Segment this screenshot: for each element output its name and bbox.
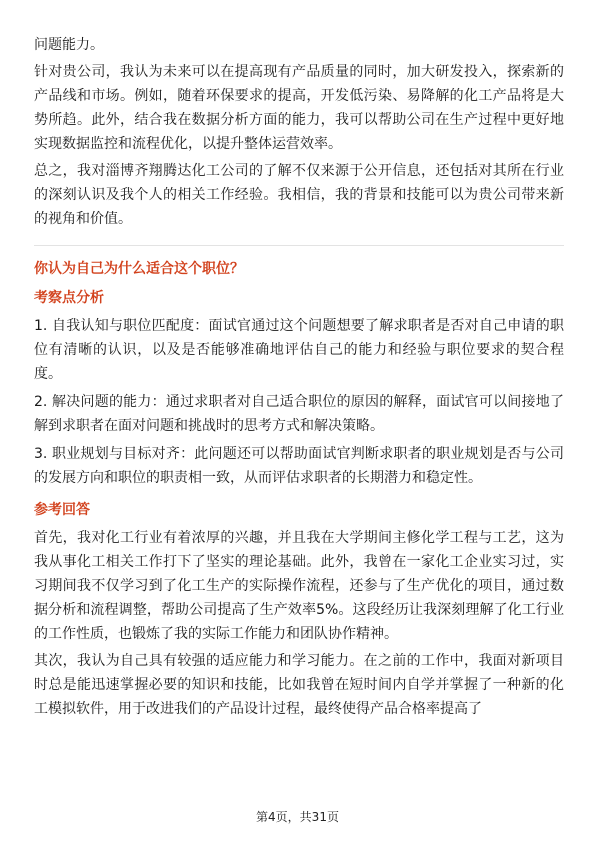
analysis-item: 2. 解决问题的能力：通过求职者对自己适合职位的原因的解释，面试官可以间接地了解到求职者在面对问题和挑战时的思考方式和解决策略。 — [34, 394, 564, 434]
analysis-item: 3. 职业规划与目标对齐：此问题还可以帮助面试官判断求职者的职业规划是否与公司的发展方向和职位的职责相一致，从而评估求职者的长期潜力和稳定性。 — [34, 446, 564, 486]
section-divider — [34, 245, 564, 246]
paragraph-company-suggestion: 针对贵公司，我认为未来可以在提高现有产品质量的同时，加大研发投入，探索新的产品线和市场。例如，随着环保要求的提高，开发低污染、易降解的化工产品将是大势所趋。此外，结合我在数据分析方面的能力，我可以帮助公司在生产过程中更好地实现数据监控和流程优化，以提升整体运营效率。 — [34, 64, 564, 152]
paragraph-summary: 总之，我对淄博齐翔腾达化工公司的了解不仅来源于公开信息，还包括对其所在行业的深刻认识及我个人的相关工作经验。我相信，我的背景和技能可以为贵公司带来新的视角和价值。 — [34, 163, 564, 227]
analysis-item: 1. 自我认知与职位匹配度：面试官通过这个问题想要了解求职者是否对自己申请的职位有清晰的认识，以及是否能够准确地评估自己的能力和经验与职位要求的契合程度。 — [34, 318, 564, 382]
analysis-heading: 考察点分析 — [34, 290, 104, 306]
paragraph-continuation: 问题能力。 — [34, 37, 104, 53]
document-page — [34, 33, 564, 721]
page-number-footer: 第4页，共31页 — [256, 810, 339, 824]
question-heading: 你认为自己为什么适合这个职位？ — [34, 261, 244, 277]
answer-paragraph: 其次，我认为自己具有较强的适应能力和学习能力。在之前的工作中，我面对新项目时总是能迅速掌握必要的知识和技能，比如我曾在短时间内自学并掌握了一种新的化工模拟软件，用于改进我们的产品设计过程，最终使得产品合格率提高了 — [34, 653, 564, 717]
answer-paragraph: 首先，我对化工行业有着浓厚的兴趣，并且我在大学期间主修化学工程与工艺，这为我从事化工相关工作打下了坚实的理论基础。此外，我曾在一家化工企业实习过，实习期间我不仅学习到了化工生产的实际操作流程，还参与了生产优化的项目，通过数据分析和流程调整，帮助公司提高了生产效率5%。这段经历让我深刻理解了化工行业的工作性质，也锻炼了我的实际工作能力和团队协作精神。 — [34, 530, 564, 642]
answer-heading: 参考回答 — [34, 502, 90, 518]
